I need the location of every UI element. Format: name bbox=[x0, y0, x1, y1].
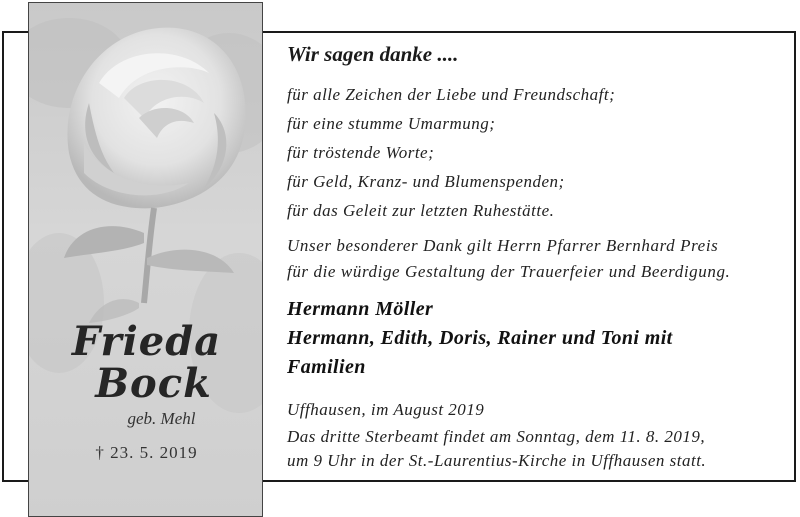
notice-text bbox=[287, 42, 787, 473]
signature-line: Hermann Möller bbox=[287, 298, 434, 320]
service-notice bbox=[287, 425, 787, 473]
thanks-line: für alle Zeichen der Liebe und Freundschaft; bbox=[287, 85, 616, 104]
service-notice-line: um 9 Uhr in der St.-Laurentius-Kirche in Uffhausen statt. bbox=[287, 451, 707, 470]
thanks-line: für eine stumme Umarmung; bbox=[287, 114, 496, 133]
thanks-line: für tröstende Worte; bbox=[287, 143, 435, 162]
special-thanks bbox=[287, 233, 787, 285]
thanks-line: für das Geleit zur letzten Ruhestätte. bbox=[287, 201, 555, 220]
thanks-line: für Geld, Kranz- und Blumenspenden; bbox=[287, 172, 565, 191]
deceased-birth-name: geb. Mehl bbox=[127, 409, 196, 428]
place-date: Uffhausen, im August 2019 bbox=[287, 400, 485, 419]
rose-photo-panel bbox=[28, 2, 263, 517]
signature-line: Hermann, Edith, Doris, Rainer und Toni mit bbox=[287, 327, 673, 349]
deceased-last-name: Bock bbox=[95, 360, 212, 407]
special-thanks-line: Unser besonderer Dank gilt Herrn Pfarrer Bernhard Preis bbox=[287, 236, 719, 255]
service-notice-line: Das dritte Sterbeamt findet am Sonntag, dem 11. 8. 2019, bbox=[287, 427, 706, 446]
deceased-name-block bbox=[29, 318, 263, 463]
thanks-list bbox=[287, 80, 787, 225]
signature-line: Familien bbox=[287, 356, 366, 378]
deceased-death-date: † 23. 5. 2019 bbox=[95, 443, 198, 462]
signature-block bbox=[287, 295, 787, 382]
deceased-first-name: Frieda bbox=[71, 318, 222, 365]
thanks-heading: Wir sagen danke .... bbox=[287, 42, 459, 66]
special-thanks-line: für die würdige Gestaltung der Trauerfeier und Beerdigung. bbox=[287, 262, 731, 281]
